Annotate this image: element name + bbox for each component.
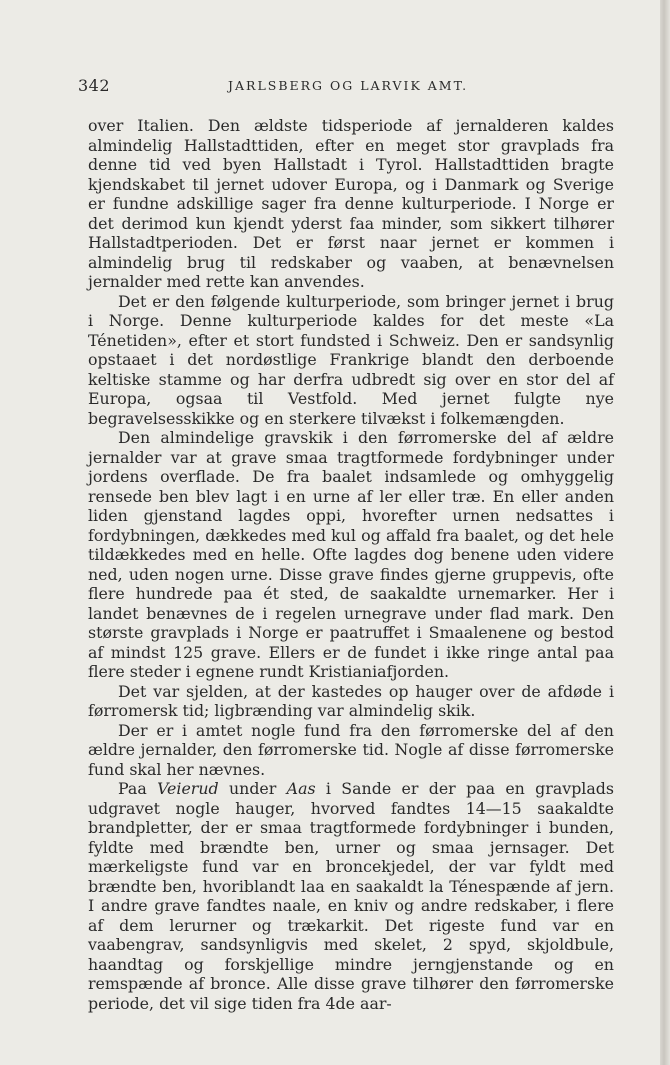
paragraph-3: Den almindelige gravskik i den førromerske del af ældre jernalder var at grave smaa tragtformede fordybninger under jordens overflade. De fra baalet indsamlede og omhyggelig rensede ben blev lagt i en urne af ler eller træ. En eller anden liden gjenstand lagdes oppi, hvorefter urnen nedsattes i fordybningen, dækkedes med kul og affald fra baalet, og det hele tildækkedes med en helle. Ofte lagdes dog benene uden videre ned, uden nogen urne. Disse grave findes gjerne gruppevis, ofte flere hundrede paa ét sted, de saakaldte urnemarker. Her i landet benævnes de i regelen urnegrave under flad mark. Den største gravplads i Norge er paatruffet i Smaalenene og bestod af mindst 125 grave. Ellers er de fundet i ikke ringe antal paa flere steder i egnene rundt Kristianiafjorden. (88, 428, 614, 681)
place-name-aas: Aas (286, 779, 316, 798)
page-edge-shadow (660, 0, 670, 1065)
paragraph-4: Det var sjelden, at der kastedes op hauger over de afdøde i førromersk tid; ligbrænding var almindelig skik. (88, 681, 614, 720)
paragraph-5: Der er i amtet nogle fund fra den førromerske del af den ældre jernalder, den førromerske tid. Nogle af disse førromerske fund skal her nævnes. (88, 720, 614, 779)
paragraph-6-mid: under (218, 779, 287, 798)
paragraph-6-text: i Sande er der paa en gravplads udgravet nogle hauger, hvorved fandtes 14—15 saakaldte brandpletter, der er smaa tragtformede fordybninger i bunden, fyldte med brændte ben, urner og smaa jernsager. Det mærkeligste fund var en broncekjedel, der var fyldt med brændte ben, hvoriblandt laa en saakaldt la Ténespænde af jern. I andre grave fandtes naale, en kniv og andre redskaber, i flere af dem lerurner og trækarkit. Det rigeste fund var en vaabengrav, sandsynligvis med skelet, 2 spyd, skjoldbule, haandtag og forskjellige mindre jerngjenstande og en remspænde af bronce. Alle disse grave tilhører den førromerske periode, det vil sige tiden fra 4de aar- (88, 779, 614, 1013)
paragraph-6 (88, 779, 614, 1013)
running-head: JARLSBERG OG LARVIK AMT. (228, 78, 469, 93)
place-name-veierud: Veierud (157, 779, 219, 798)
body-text (88, 116, 614, 1013)
page-number: 342 (78, 76, 111, 95)
paragraph-6-lead: Paa (118, 779, 158, 798)
paragraph-2: Det er den følgende kulturperiode, som bringer jernet i brug i Norge. Denne kulturperiode kaldes for det meste «La Ténetiden», efter et stort fundsted i Schweiz. Den er sandsynlig opstaaet i det nordøstlige Frankrige blandt den derboende keltiske stamme og har derfra udbredt sig over en stor del af Europa, ogsaa til Vestfold. Med jernet fulgte nye begravelsesskikke og en sterkere tilvækst i folkemængden. (88, 291, 614, 428)
paragraph-1: over Italien. Den ældste tidsperiode af jernalderen kaldes almindelig Hallstadttiden, efter en meget stor gravplads fra denne tid ved byen Hallstadt i Tyrol. Hallstadttiden bragte kjendskabet til jernet udover Europa, og i Danmark og Sverige er fundne adskillige sager fra denne kulturperiode. I Norge er det derimod kun kjendt yderst faa minder, som sikkert tilhører Hallstadtperioden. Det er først naar jernet er kommen i almindelig brug til redskaber og vaaben, at benævnelsen jernalder med rette kan anvendes. (88, 116, 614, 291)
page-header (78, 76, 608, 98)
